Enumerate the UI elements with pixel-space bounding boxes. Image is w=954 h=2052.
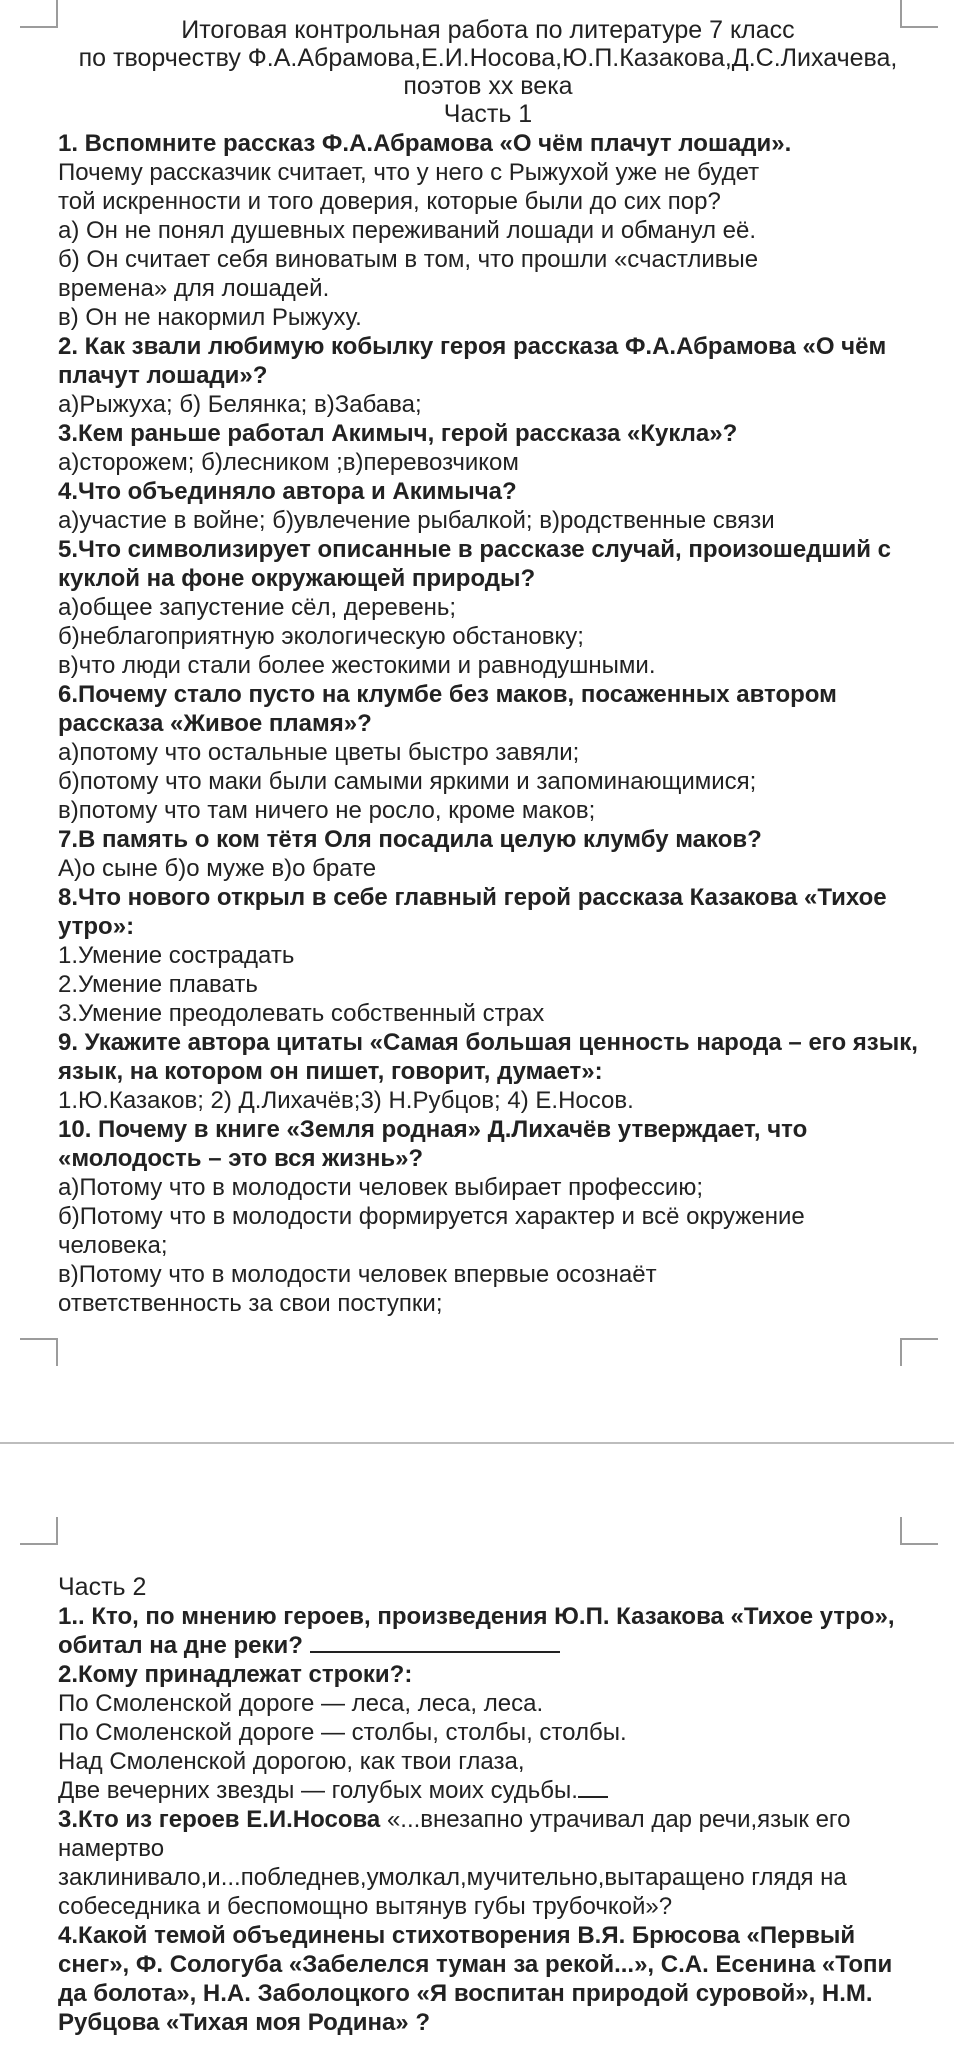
crop-mark-bottom-left: [20, 1338, 58, 1366]
question-10-option-2: б)Потому что в молодости формируется характер и всё окружение: [58, 1203, 805, 1230]
poem-line-1: По Смоленской дороге — леса, леса, леса.: [58, 1690, 544, 1717]
part-1-label: Часть 1: [443, 100, 533, 128]
poem-line-3: Над Смоленской дорогою, как твои глаза,: [58, 1748, 525, 1775]
poem-line-4-text: Две вечерних звезды — голубых моих судьбы.: [58, 1777, 578, 1804]
page-separator: [0, 1442, 954, 1444]
poem-line-2: По Смоленской дороге — столбы, столбы, столбы.: [58, 1719, 627, 1746]
question-1-option-2: той искренности и того доверия, которые были до сих пор?: [58, 188, 721, 215]
part2-question-4-line-2: снег», Ф. Сологуба «Забелелся туман за рекой...», С.А. Есенина «Топи: [58, 1951, 893, 1978]
part2-question-1-line-2: [58, 1631, 918, 1660]
question-8-option-2: 2.Умение плавать: [58, 971, 258, 998]
question-3-option-1: а)сторожем; б)лесником ;в)перевозчиком: [58, 449, 519, 476]
title-line-1: Итоговая контрольная работа по литературе 7 класс: [181, 16, 795, 44]
question-3-text: 3.Кем раньше работал Акимыч, герой рассказа «Кукла»?: [58, 420, 738, 447]
crop-mark-bottom-right: [900, 1338, 938, 1366]
questions-list: [58, 129, 918, 1318]
question-6-option-3: в)потому что там ничего не росло, кроме маков;: [58, 797, 596, 824]
question-1-option-5: времена» для лошадей.: [58, 275, 330, 302]
page-1-content: [58, 16, 918, 1318]
question-8-option-3: 3.Умение преодолевать собственный страх: [58, 1000, 545, 1027]
part2-question-2-title: 2.Кому принадлежат строки?:: [58, 1661, 413, 1688]
question-10-option-4: в)Потому что в молодости человек впервые осознаёт: [58, 1261, 657, 1288]
part2-question-3-line-3: заклинивало,и...побледнев,умолкал,мучительно,вытаращено глядя на: [58, 1864, 847, 1891]
question-10-option-5: ответственность за свои поступки;: [58, 1290, 443, 1317]
page-2-content: [58, 1573, 918, 2037]
question-10-option-1: а)Потому что в молодости человек выбирает профессию;: [58, 1174, 703, 1201]
question-7-text: 7.В память о ком тётя Оля посадила целую клумбу маков?: [58, 826, 762, 853]
poem-line-4: [58, 1776, 918, 1805]
question-5-text: 5.Что символизирует описанные в рассказе случай, произошедший с куклой на фоне окружающей природы?: [58, 536, 891, 592]
title-line-3: поэтов хх века: [403, 72, 573, 100]
question-1-option-6: в) Он не накормил Рыжуху.: [58, 304, 362, 331]
part2-question-4-line-4: Рубцова «Тихая моя Родина» ?: [58, 2009, 430, 2036]
crop-mark-top-left-2: [20, 1517, 58, 1545]
title-line-2: по творчеству Ф.А.Абрамова,Е.И.Носова,Ю.П.Казакова,Д.С.Лихачева,: [78, 44, 898, 72]
part2-question-1-text: обитал на дне реки?: [58, 1632, 303, 1659]
question-10-text: 10. Почему в книге «Земля родная» Д.Лихачёв утверждает, что «молодость – это вся жизнь»?: [58, 1116, 808, 1172]
question-2-text: 2. Как звали любимую кобылку героя рассказа Ф.А.Абрамова «О чём плачут лошади»?: [58, 333, 887, 389]
question-6-option-1: а)потому что остальные цветы быстро завяли;: [58, 739, 580, 766]
worksheet-page-2: [0, 1445, 954, 2052]
question-5-option-1: а)общее запустение сёл, деревень;: [58, 594, 457, 621]
part2-question-3-quote: «...внезапно утрачивал дар речи,язык его: [386, 1806, 851, 1833]
question-9-option-1: 1.Ю.Казаков; 2) Д.Лихачёв;3) Н.Рубцов; 4) Е.Носов.: [58, 1087, 634, 1114]
part2-question-3-line-4: собеседника и беспомощно вытянув губы трубочкой»?: [58, 1893, 673, 1920]
question-10-option-3: человека;: [58, 1232, 168, 1259]
question-5-option-3: в)что люди стали более жестокими и равнодушными.: [58, 652, 656, 679]
part2-question-1-line-1: 1.. Кто, по мнению героев, произведения Ю.П. Казакова «Тихое утро»,: [58, 1603, 895, 1630]
part2-question-3-bold: 3.Кто из героев Е.И.Носова: [58, 1806, 381, 1833]
answer-blank-2[interactable]: [578, 1778, 608, 1798]
question-1-text: 1. Вспомните рассказ Ф.А.Абрамова «О чём плачут лошади».: [58, 130, 792, 157]
question-7-option-1: А)о сыне б)о муже в)о брате: [58, 855, 377, 882]
crop-mark-top-left: [20, 0, 58, 28]
question-8-option-1: 1.Умение сострадать: [58, 942, 295, 969]
crop-mark-top-right-2: [900, 1517, 938, 1545]
question-6-option-2: б)потому что маки были самыми яркими и запоминающимися;: [58, 768, 757, 795]
question-1-option-4: б) Он считает себя виноватым в том, что прошли «счастливые: [58, 246, 759, 273]
question-2-option-1: а)Рыжуха; б) Белянка; в)Забава;: [58, 391, 422, 418]
part2-question-4-line-3: да болота», Н.А. Заболоцкого «Я воспитан природой суровой», Н.М.: [58, 1980, 873, 2007]
question-4-text: 4.Что объединяло автора и Акимыча?: [58, 478, 517, 505]
question-4-option-1: а)участие в войне; б)увлечение рыбалкой; в)родственные связи: [58, 507, 775, 534]
part2-question-4-line-1: 4.Какой темой объединены стихотворения В.Я. Брюсова «Первый: [58, 1922, 856, 1949]
question-1-option-3: а) Он не понял душевных переживаний лошади и обманул её.: [58, 217, 757, 244]
question-6-text: 6.Почему стало пусто на клумбе без маков, посаженных автором рассказа «Живое пламя»?: [58, 681, 837, 737]
question-9-text: 9. Укажите автора цитаты «Самая большая ценность народа – его язык, язык, на котором он пишет, говорит, думает»:: [58, 1029, 918, 1085]
part2-question-3-line-1: [58, 1805, 918, 1834]
question-1-option-1: Почему рассказчик считает, что у него с Рыжухой уже не будет: [58, 159, 760, 186]
answer-blank-1[interactable]: [310, 1633, 560, 1653]
part-2-label: Часть 2: [58, 1573, 147, 1601]
question-8-text: 8.Что нового открыл в себе главный герой рассказа Казакова «Тихое утро»:: [58, 884, 887, 940]
part2-question-3-line-2: намертво: [58, 1835, 165, 1862]
question-5-option-2: б)неблагоприятную экологическую обстановку;: [58, 623, 584, 650]
